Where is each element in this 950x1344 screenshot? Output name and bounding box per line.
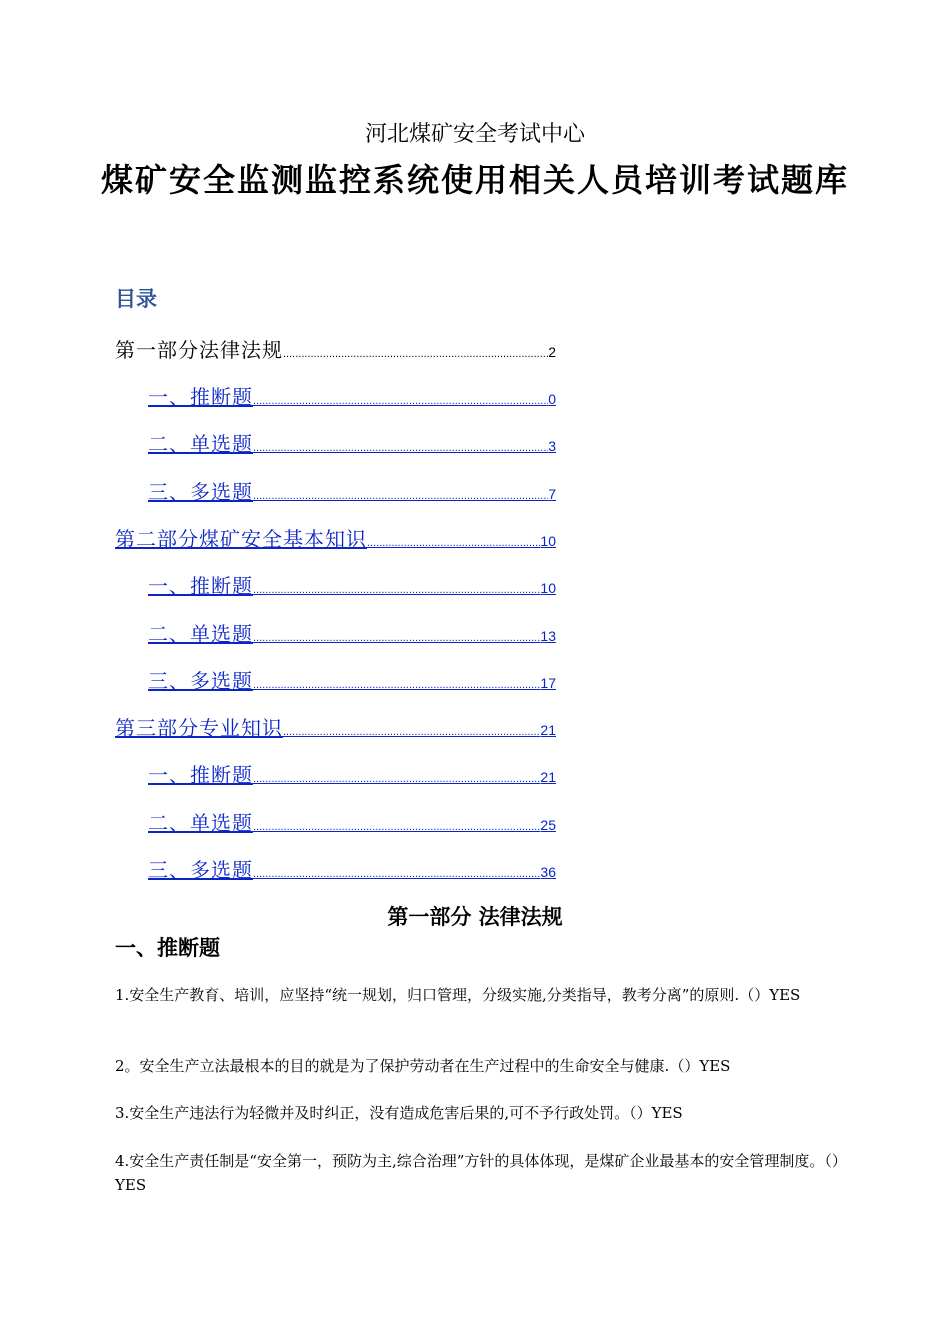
toc-entry-label: 第一部分法律法规 bbox=[115, 338, 283, 362]
toc-entry-label: 第三部分专业知识 bbox=[115, 716, 283, 740]
toc-leader-dots bbox=[253, 669, 540, 701]
toc-heading: 目录 bbox=[115, 287, 157, 311]
toc-leader-dots bbox=[283, 338, 548, 370]
toc-page-number: 7 bbox=[548, 486, 556, 502]
toc-entry-label: 二、单选题 bbox=[148, 622, 253, 646]
toc-entry-part1-judgement[interactable] bbox=[148, 381, 556, 413]
toc-leader-dots bbox=[253, 763, 540, 795]
toc-page-number: 36 bbox=[540, 864, 556, 880]
toc-leader-dots bbox=[253, 385, 548, 417]
toc-entry-part3-single-choice[interactable] bbox=[148, 807, 556, 839]
question-item: 3.安全生产违法行为轻微并及时纠正，没有造成危害后果的,可不予行政处罚。（）YES bbox=[115, 1104, 683, 1122]
toc-entry-part3-judgement[interactable] bbox=[148, 759, 556, 791]
toc-leader-dots bbox=[283, 716, 540, 748]
question-item: 4.安全生产责任制是“安全第一，预防为主,综合治理”方针的具体体现，是煤矿企业最基本的安全管理制度。（）YES bbox=[115, 1152, 840, 1194]
toc-page-number: 0 bbox=[548, 391, 556, 407]
toc-leader-dots bbox=[253, 811, 540, 843]
toc-entry-label: 三、多选题 bbox=[148, 858, 253, 882]
toc-entry-label: 二、单选题 bbox=[148, 432, 253, 456]
document-title: 煤矿安全监测监控系统使用相关人员培训考试题库 bbox=[100, 161, 849, 199]
toc-entry-label: 一、推断题 bbox=[148, 385, 253, 409]
toc-entry-part3-multiple-choice[interactable] bbox=[148, 854, 556, 886]
toc-entry-part2-multiple-choice[interactable] bbox=[148, 665, 556, 697]
toc-page-number: 25 bbox=[540, 817, 556, 833]
toc-entry-part3[interactable] bbox=[115, 712, 556, 744]
toc-entry-part1-multiple-choice[interactable] bbox=[148, 476, 556, 508]
toc-page-number: 17 bbox=[540, 675, 556, 691]
toc-entry-part2-judgement[interactable] bbox=[148, 570, 556, 602]
toc-entry-label: 一、推断题 bbox=[148, 763, 253, 787]
section-title: 第一部分 法律法规 bbox=[387, 905, 563, 929]
toc-page-number: 3 bbox=[548, 438, 556, 454]
toc-entry-part2[interactable] bbox=[115, 523, 556, 555]
toc-leader-dots bbox=[253, 622, 540, 654]
toc-page-number: 13 bbox=[540, 628, 556, 644]
section-subtitle: 一、推断题 bbox=[115, 936, 220, 960]
toc-page-number: 2 bbox=[548, 344, 556, 360]
toc-entry-label: 三、多选题 bbox=[148, 669, 253, 693]
question-item: 2。安全生产立法最根本的目的就是为了保护劳动者在生产过程中的生命安全与健康.（）YES bbox=[115, 1057, 731, 1075]
toc-entry-label: 第二部分煤矿安全基本知识 bbox=[115, 527, 367, 551]
toc-page-number: 21 bbox=[540, 769, 556, 785]
toc-entry-part2-single-choice[interactable] bbox=[148, 618, 556, 650]
toc-entry-label: 三、多选题 bbox=[148, 480, 253, 504]
toc-entry-part1[interactable] bbox=[115, 334, 556, 366]
toc-leader-dots bbox=[367, 527, 540, 559]
toc-leader-dots bbox=[253, 858, 540, 890]
toc-leader-dots bbox=[253, 432, 548, 464]
organization-name: 河北煤矿安全考试中心 bbox=[364, 122, 585, 147]
toc-leader-dots bbox=[253, 574, 540, 606]
toc-page-number: 10 bbox=[540, 580, 556, 596]
toc-entry-part1-single-choice[interactable] bbox=[148, 428, 556, 460]
toc-entry-label: 一、推断题 bbox=[148, 574, 253, 598]
toc-page-number: 10 bbox=[540, 533, 556, 549]
toc-entry-label: 二、单选题 bbox=[148, 811, 253, 835]
toc-leader-dots bbox=[253, 480, 548, 512]
toc-page-number: 21 bbox=[540, 722, 556, 738]
question-item: 1.安全生产教育、培训，应坚持“统一规划，归口管理，分级实施,分类指导，教考分离”的原则.（）YES bbox=[115, 986, 801, 1004]
